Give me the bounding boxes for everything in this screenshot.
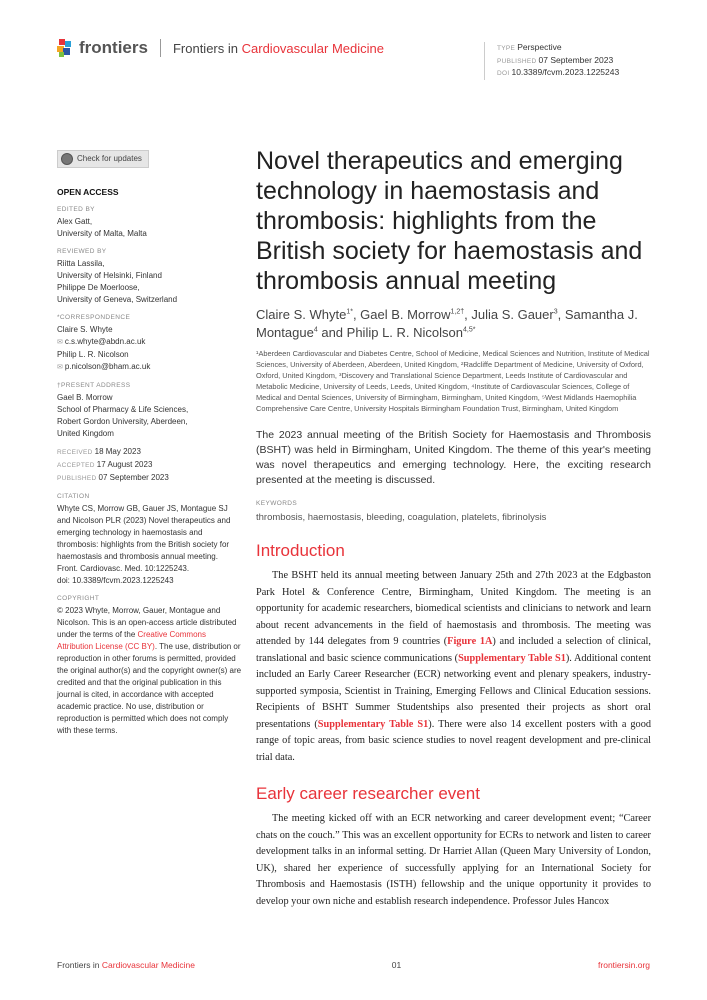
citation-doi[interactable]: doi: 10.3389/fcvm.2023.1225243: [57, 576, 174, 585]
footer-prefix: Frontiers in: [57, 960, 100, 970]
footer-journal-name: Cardiovascular Medicine: [101, 960, 195, 970]
article-type: Perspective: [517, 42, 562, 52]
published-date: 07 September 2023: [98, 473, 169, 482]
address-line: United Kingdom: [57, 429, 114, 438]
published-label: PUBLISHED: [497, 57, 537, 65]
section-heading: Early career researcher event: [256, 784, 480, 803]
author-separator: and: [317, 325, 347, 340]
abstract: The 2023 annual meeting of the British Society for Haemostasis and Thrombosis (BSHT) was held in Birmingham, United Kingdom. The theme of this year's meeting was novel therapeutics and emerging technology. Here, the exciting research presented at the meeting is discussed.: [256, 429, 651, 486]
correspondent-name: Claire S. Whyte: [57, 325, 113, 334]
accepted-date: 17 August 2023: [96, 460, 153, 469]
open-access-label: OPEN ACCESS: [57, 187, 119, 197]
edited-by-label: EDITED BY: [57, 206, 95, 213]
copyright-pre: © 2023 Whyte, Morrow, Gauer, Montague and Nicolson. This is an open-access article distributed under the terms of the: [57, 606, 237, 639]
text-run: The meeting kicked off with an ECR networking and career development event; “Career chats on the couch.” This was an excellent opportunity for ECRs to network and listen to career development talks in an informal setting. Dr Harriet Allan (Queen Mary University of London, UK), shared her experience of successfully applying for an International Society for Thrombosis and Haemostasis (ISTH) fellowship and the unique opportunity it provides to develop your own niche and establish research independence. Professor Jules Hancox: [256, 813, 651, 907]
reviewed-by-label: REVIEWED BY: [57, 248, 107, 255]
text-run: ). There were also 14 excellent posters with a good range of topic areas, from basic science studies to novel reagent development and pre-clinical trial data.: [256, 718, 652, 763]
doi[interactable]: 10.3389/fcvm.2023.1225243: [511, 67, 620, 77]
page-number: 01: [391, 960, 402, 970]
author-name[interactable]: Claire S. Whyte: [256, 307, 347, 322]
copyright-text: [57, 605, 242, 737]
journal-header: [57, 38, 384, 58]
reference-link[interactable]: Supplementary Table S1: [317, 718, 429, 730]
reviewer-affiliation: University of Geneva, Switzerland: [57, 295, 178, 304]
address-line: Gael B. Morrow: [57, 393, 113, 402]
author-affiliation-marker: 1,2†: [450, 308, 465, 316]
author-name[interactable]: Julia S. Gauer: [471, 307, 554, 322]
reviewer-name: Philippe De Moerloose,: [57, 283, 140, 292]
author-separator: ,: [557, 307, 565, 322]
keywords: thrombosis, haemostasis, bleeding, coagulation, platelets, fibrinolysis: [256, 512, 547, 523]
section-heading: Introduction: [256, 541, 345, 560]
editor-affiliation: University of Malta, Malta: [57, 229, 147, 238]
author-affiliation-marker: 4,5*: [462, 326, 476, 334]
section-paragraph: [256, 568, 651, 766]
frontiers-logo-icon: [57, 39, 73, 57]
author-affiliation-marker: 4: [313, 326, 318, 334]
article-title: Novel therapeutics and emerging technology in haemostasis and thrombosis: highlights from the British society for haemostasis and thrombosis annual meeting: [256, 147, 643, 295]
update-icon: [61, 153, 73, 165]
citation-journal: Front. Cardiovasc. Med. 10:1225243.: [57, 564, 190, 573]
text-run: The BSHT held its annual meeting between January 25th and 27th 2023 at the Edgbaston Park Hotel & Conference Centre, Birmingham, United Kingdom. The meeting is an opportunity for academic researchers, biomedical scientists and clinicians to network and learn about recent advancements in the field of haemostasis and thrombosis. The meeting was attended by 144 delegates from 9 countries (: [256, 570, 651, 647]
accepted-label: ACCEPTED: [57, 462, 95, 469]
author-name[interactable]: Samantha J. Montague: [256, 307, 638, 340]
email-link[interactable]: ✉ p.nicolson@bham.ac.uk: [57, 361, 242, 374]
footer-journal[interactable]: [57, 960, 195, 971]
article-meta: [484, 42, 619, 80]
author-affiliation-marker: 1*: [346, 308, 353, 316]
check-for-updates-button[interactable]: [57, 150, 149, 168]
doi-label: DOI: [497, 70, 510, 77]
journal-prefix: Frontiers in: [172, 40, 238, 56]
email-link[interactable]: ✉ c.s.whyte@abdn.ac.uk: [57, 336, 242, 349]
citation-label: CITATION: [57, 493, 90, 500]
section-paragraph: [256, 811, 651, 910]
journal-name: Cardiovascular Medicine: [241, 40, 384, 56]
copyright-label: COPYRIGHT: [57, 595, 100, 602]
address-line: Robert Gordon University, Aberdeen,: [57, 417, 188, 426]
reference-link[interactable]: Supplementary Table S1: [458, 652, 566, 664]
type-label: TYPE: [497, 45, 516, 52]
check-updates-label: Check for updates: [77, 154, 142, 163]
license-link[interactable]: Creative Commons Attribution License (CC BY): [57, 630, 206, 651]
received-date: 18 May 2023: [94, 447, 141, 456]
present-address-label: †PRESENT ADDRESS: [57, 382, 131, 389]
editor-name: Alex Gatt,: [57, 217, 93, 226]
keywords-label: KEYWORDS: [256, 500, 298, 507]
article-body: [256, 541, 651, 910]
author-name[interactable]: Gael B. Morrow: [360, 307, 451, 322]
published-label: PUBLISHED: [57, 475, 97, 482]
received-label: RECEIVED: [57, 449, 93, 456]
author-name[interactable]: Philip L. R. Nicolson: [346, 325, 463, 340]
address-line: School of Pharmacy & Life Sciences,: [57, 405, 189, 414]
sidebar: [57, 150, 242, 737]
author-affiliation-marker: 3: [553, 308, 558, 316]
correspondence-label: *CORRESPONDENCE: [57, 314, 131, 321]
divider: [160, 39, 161, 57]
text-run: ). Additional content included an Early Career Researcher (ECR) networking event and plenary speakers, industry-supported symposia, Scientist in Training, Emerging Fellows and Clinical Education sessions. Recipients of BSHT Summer Studentships also presented their projects as short oral presentations (: [256, 652, 651, 730]
author-separator: ,: [464, 307, 472, 322]
text-run: ) and included a selection of clinical, translational and basic science communications (: [256, 636, 651, 664]
site-link[interactable]: frontiersin.org: [598, 960, 650, 970]
reference-link[interactable]: Figure 1A: [447, 636, 493, 647]
correspondent-name: Philip L. R. Nicolson: [57, 350, 129, 359]
copyright-post: . The use, distribution or reproduction in other forums is permitted, provided the original author(s) and the copyright owner(s) are credited and that the original publication in this journal is cited, in accordance with accepted academic practice. No use, distribution or reproduction is permitted which does not comply with these terms.: [57, 642, 242, 735]
author-separator: ,: [352, 307, 361, 322]
published-date: 07 September 2023: [538, 54, 614, 65]
page-footer: [57, 960, 650, 971]
citation-text: Whyte CS, Morrow GB, Gauer JS, Montague SJ and Nicolson PLR (2023) Novel therapeutics and emerging technology in haemostasis and thrombosis: highlights from the British society for haemostasis and thrombosis annual meeting.: [57, 504, 231, 561]
article-main: [256, 146, 651, 910]
affiliations: ¹Aberdeen Cardiovascular and Diabetes Centre, School of Medicine, Medical Sciences and Nutrition, Institute of Medical Sciences, University of Aberdeen, Aberdeen, United Kingdom, ²Radcliffe Department of Medicine, University of Oxford, Oxford, United Kingdom, ³Discovery and Translational Science Department, Leeds Institute of Cardiovascular and Metabolic Medicine, University of Leeds, Leeds, United Kingdom, ⁴Institute of Cardiovascular Sciences, College of Medical and Dental Sciences, University of Birmingham, Birmingham, United Kingdom, ⁵West Midlands Haemophilia Comprehensive Care Centre, University Hospitals Birmingham Foundation Trust, Birmingham, United Kingdom: [256, 349, 650, 413]
brand-name[interactable]: frontiers: [79, 38, 148, 57]
reviewer-affiliation: University of Helsinki, Finland: [57, 271, 162, 280]
reviewer-name: Riitta Lassila,: [57, 259, 105, 268]
author-list: [256, 306, 651, 342]
journal-title[interactable]: [173, 41, 384, 56]
